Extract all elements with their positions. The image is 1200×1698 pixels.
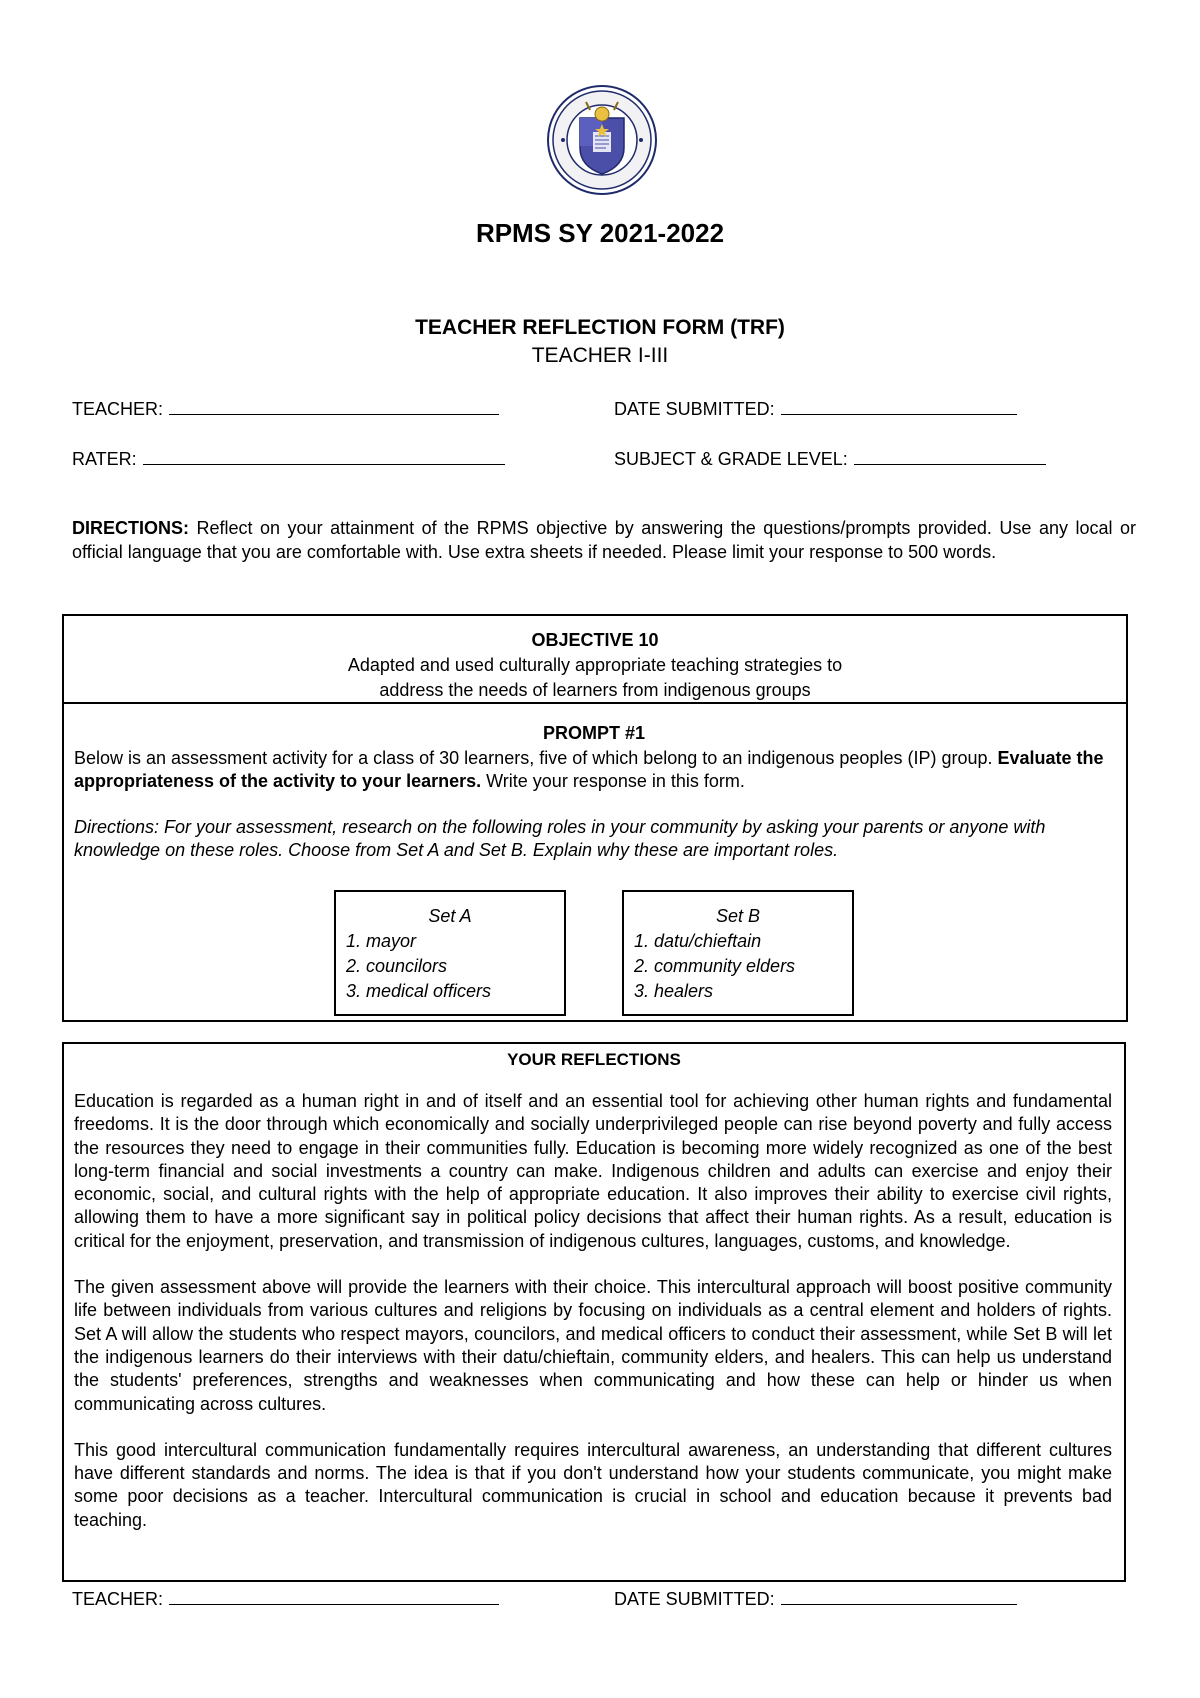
objective-title: OBJECTIVE 10 [531, 630, 659, 650]
subject-grade-label: SUBJECT & GRADE LEVEL: [614, 449, 848, 469]
rater-label: RATER: [72, 449, 137, 469]
teacher-blank[interactable] [169, 398, 499, 415]
reflections-title: YOUR REFLECTIONS [507, 1050, 681, 1069]
date-submitted-label: DATE SUBMITTED: [614, 399, 775, 419]
set-b-box [622, 890, 854, 1016]
set-a-title: Set A [428, 906, 472, 926]
objective-box [62, 614, 1128, 1022]
reflections-text [74, 1090, 1112, 1532]
prompt-text-1: Below is an assessment activity for a class of 30 learners, five of which belong to an indigenous peoples (IP) group. [74, 748, 993, 768]
set-b-item: 2. community elders [634, 956, 796, 976]
subject-grade-field [614, 448, 1046, 470]
date-submitted-field [614, 398, 1017, 420]
prompt-section [74, 722, 1114, 862]
teacher-field [72, 398, 499, 420]
set-b-item: 3. healers [634, 981, 714, 1001]
set-a-item: 2. councilors [346, 956, 448, 976]
footer-teacher-blank[interactable] [169, 1588, 499, 1605]
footer-teacher-label: TEACHER: [72, 1589, 164, 1609]
prompt-title: PROMPT #1 [542, 723, 646, 743]
set-a-item: 1. mayor [346, 931, 417, 951]
subject-grade-blank[interactable] [854, 448, 1046, 465]
prompt-text-2: Write your response in this form. [481, 771, 745, 791]
set-a-item: 3. medical officers [346, 981, 492, 1001]
rater-blank[interactable] [143, 448, 505, 465]
directions-body: Reflect on your attainment of the RPMS objective by answering the questions/prompts provided. Use any local or official language that you are comfortable with. Use extra sheets if needed. Please limit your response to 500 words. [72, 518, 1136, 562]
prompt-directions: Directions: For your assessment, research on the following roles in your community by asking your parents or anyone with knowledge on these roles. Choose from Set A and Set B. Explain why these are important roles. [74, 817, 1046, 860]
form-title: TEACHER REFLECTION FORM (TRF) [415, 316, 785, 339]
directions-text [72, 516, 1136, 564]
objective-divider [64, 702, 1126, 704]
objective-header [64, 628, 1126, 703]
set-b-title: Set B [715, 906, 761, 926]
set-b-item: 1. datu/chieftain [634, 931, 762, 951]
prompt-bold-text: Evaluate the appropriateness of the activity to your learners. [74, 748, 1104, 791]
objective-line-1: Adapted and used culturally appropriate teaching strategies to [347, 655, 843, 675]
reflection-paragraph: Education is regarded as a human right in and of itself and an essential tool for achieving other human rights and fundamental freedoms. It is the door through which economically and socially underprivileged people can rise beyond poverty and fully access the resources they need to engage in their communities fully. Education is becoming more widely recognized as one of the best long-term financial and social investments a country can make. Indigenous children and adults can exercise and enjoy their economic, social, and cultural rights with the help of appropriate education. It also improves their ability to exercise civil rights, allowing them to have a more significant say in political policy decisions that affect their human rights. As a result, education is critical for the enjoyment, preservation, and transmission of indigenous cultures, languages, customs, and knowledge. [74, 1091, 1112, 1251]
reflection-paragraph: This good intercultural communication fundamentally requires intercultural awareness, an understanding that different cultures have different standards and norms. The idea is that if you don't understand how your students communicate, you might make some poor decisions as a teacher. Intercultural communication is crucial in school and education because it prevents bad teaching. [74, 1439, 1112, 1530]
footer-date-field [614, 1588, 1017, 1610]
reflection-paragraph: The given assessment above will provide the learners with their choice. This intercultural approach will boost positive community life between individuals from various cultures and religions by focusing on individuals as a central element and holders of rights. Set A will allow the students who respect mayors, councilors, and medical officers to conduct their assessment, while Set B will let the indigenous learners do their interviews with their datu/chieftain, community elders, and healers. This can help us understand the students' preferences, strengths and weaknesses when communicating and how these can help or hinder us when communicating across cultures. [74, 1277, 1112, 1414]
form-subtitle: TEACHER I-III [531, 344, 669, 367]
set-a-box [334, 890, 566, 1016]
directions-label: DIRECTIONS: [72, 518, 189, 538]
deped-seal-logo [546, 84, 658, 196]
reflections-box [62, 1042, 1126, 1582]
objective-line-2: address the needs of learners from indigenous groups [379, 680, 811, 700]
page-title: RPMS SY 2021-2022 [475, 218, 725, 248]
footer-date-label: DATE SUBMITTED: [614, 1589, 775, 1609]
footer-teacher-field [72, 1588, 499, 1610]
teacher-label: TEACHER: [72, 399, 164, 419]
rater-field [72, 448, 505, 470]
prompt-text [74, 747, 1114, 793]
footer-date-blank[interactable] [781, 1588, 1017, 1605]
date-submitted-blank[interactable] [781, 398, 1017, 415]
